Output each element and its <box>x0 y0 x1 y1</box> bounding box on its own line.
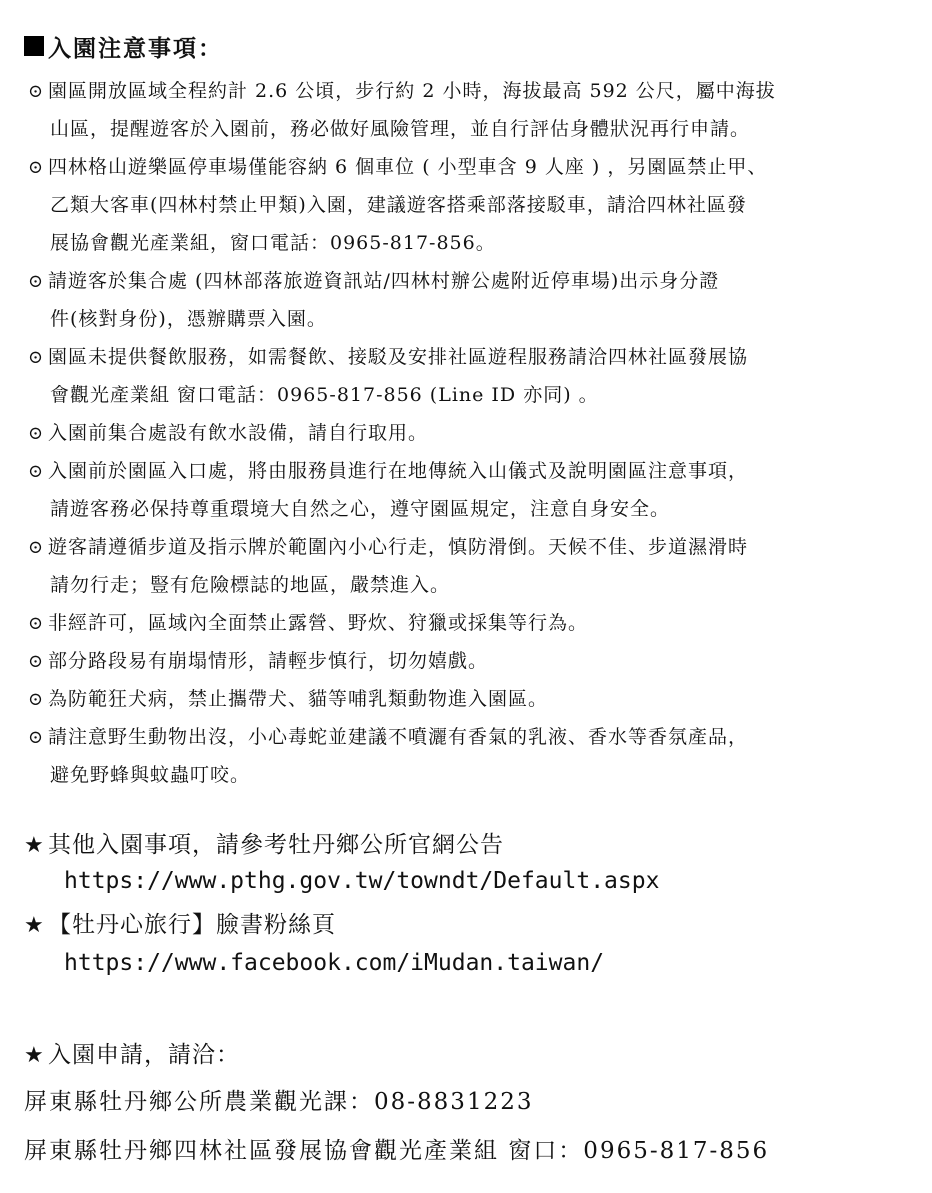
rule-item <box>24 338 914 414</box>
circle-dot-icon: ⊙ <box>27 461 45 482</box>
star-icon: ★ <box>24 833 45 858</box>
star-icon: ★ <box>24 1043 45 1068</box>
rule-line <box>24 756 914 794</box>
rule-item <box>24 604 914 642</box>
rule-text: 入園前集合處設有飲水設備，請自行取用。 <box>48 422 429 444</box>
rule-line <box>24 604 914 642</box>
rule-line <box>24 300 914 338</box>
rule-item <box>24 718 914 794</box>
facebook-line <box>24 906 914 939</box>
rule-line <box>24 110 914 148</box>
rule-text: 避免野蜂與蚊蟲叮咬。 <box>50 764 251 786</box>
circle-dot-icon: ⊙ <box>27 689 45 710</box>
rule-text: 為防範狂犬病，禁止攜帶犬、貓等哺乳類動物進入園區。 <box>48 688 549 710</box>
rule-text: 請勿行走；豎有危險標誌的地區，嚴禁進入。 <box>50 574 451 596</box>
circle-dot-icon: ⊙ <box>27 271 45 292</box>
circle-dot-icon: ⊙ <box>27 157 45 178</box>
rule-text: 山區，提醒遊客於入園前，務必做好風險管理，並自行評估身體狀況再行申請。 <box>50 118 751 140</box>
rule-line <box>24 566 914 604</box>
rule-line <box>24 680 914 718</box>
circle-dot-icon: ⊙ <box>27 347 45 368</box>
rule-text: 部分路段易有崩塌情形，請輕步慎行，切勿嬉戲。 <box>48 650 489 672</box>
rule-line <box>24 528 914 566</box>
rule-text: 遊客請遵循步道及指示牌於範圍內小心行走，慎防滑倒。天候不佳、步道濕滑時 <box>48 536 749 558</box>
rule-item <box>24 262 914 338</box>
other-info-line <box>24 826 914 859</box>
circle-dot-icon: ⊙ <box>27 81 45 102</box>
application-title-line <box>24 1036 914 1069</box>
section-heading <box>24 28 223 64</box>
rule-line <box>24 642 914 680</box>
rule-line <box>24 414 914 452</box>
other-info-text: 其他入園事項，請參考牡丹鄉公所官網公告 <box>48 832 504 858</box>
rule-line <box>24 262 914 300</box>
rule-text: 件(核對身份)，憑辦購票入園。 <box>50 308 327 330</box>
rule-line <box>24 338 914 376</box>
rule-item <box>24 452 914 528</box>
rule-text: 四林格山遊樂區停車場僅能容納 6 個車位 ( 小型車含 9 人座 ) ，另園區禁止甲、 <box>48 156 768 178</box>
rule-item <box>24 528 914 604</box>
rule-line <box>24 224 914 262</box>
rule-text: 乙類大客車(四林村禁止甲類)入園，建議遊客搭乘部落接駁車，請洽四林社區發 <box>50 194 747 216</box>
facebook-label: 【牡丹心旅行】臉書粉絲頁 <box>48 912 336 938</box>
rule-text: 入園前於園區入口處，將由服務員進行在地傳統入山儀式及說明園區注意事項， <box>48 460 749 482</box>
rule-text: 非經許可，區域內全面禁止露營、野炊、狩獵或採集等行為。 <box>48 612 589 634</box>
rule-text: 請遊客於集合處 (四林部落旅遊資訊站/四林村辦公處附近停車場)出示身分證 <box>48 270 720 292</box>
rule-line <box>24 148 914 186</box>
rule-line <box>24 72 914 110</box>
circle-dot-icon: ⊙ <box>27 423 45 444</box>
rule-item <box>24 642 914 680</box>
rule-text: 展協會觀光產業組，窗口電話：0965-817-856。 <box>50 232 496 254</box>
rule-line <box>24 718 914 756</box>
rule-line <box>24 376 914 414</box>
website-link[interactable]: https://www.pthg.gov.tw/towndt/Default.aspx <box>64 868 660 894</box>
facebook-link[interactable]: https://www.facebook.com/iMudan.taiwan/ <box>64 950 605 976</box>
contact-township-office: 屏東縣牡丹鄉公所農業觀光課：08-8831223 <box>24 1089 534 1115</box>
rule-list <box>24 72 914 794</box>
black-square-icon <box>24 36 44 56</box>
rule-text: 園區開放區域全程約計 2.6 公頃，步行約 2 小時，海拔最高 592 公尺，屬中海拔 <box>48 80 776 102</box>
rule-item <box>24 414 914 452</box>
rule-item <box>24 680 914 718</box>
circle-dot-icon: ⊙ <box>27 613 45 634</box>
contact-community-association: 屏東縣牡丹鄉四林社區發展協會觀光產業組 窗口：0965-817-856 <box>24 1138 770 1164</box>
rule-line <box>24 186 914 224</box>
rule-item <box>24 148 914 262</box>
rule-text: 會觀光產業組 窗口電話：0965-817-856 (Line ID 亦同) 。 <box>50 384 599 406</box>
circle-dot-icon: ⊙ <box>27 537 45 558</box>
rule-line <box>24 452 914 490</box>
star-icon: ★ <box>24 913 45 938</box>
circle-dot-icon: ⊙ <box>27 651 45 672</box>
circle-dot-icon: ⊙ <box>27 727 45 748</box>
rule-text: 請遊客務必保持尊重環境大自然之心，遵守園區規定，注意自身安全。 <box>50 498 671 520</box>
rule-text: 請注意野生動物出沒，小心毒蛇並建議不噴灑有香氣的乳液、香水等香氛產品， <box>48 726 749 748</box>
rule-line <box>24 490 914 528</box>
section-title: 入園注意事項： <box>48 34 223 62</box>
rule-item <box>24 72 914 148</box>
application-title: 入園申請，請洽： <box>48 1042 240 1068</box>
rule-text: 園區未提供餐飲服務，如需餐飲、接駁及安排社區遊程服務請洽四林社區發展協 <box>48 346 749 368</box>
